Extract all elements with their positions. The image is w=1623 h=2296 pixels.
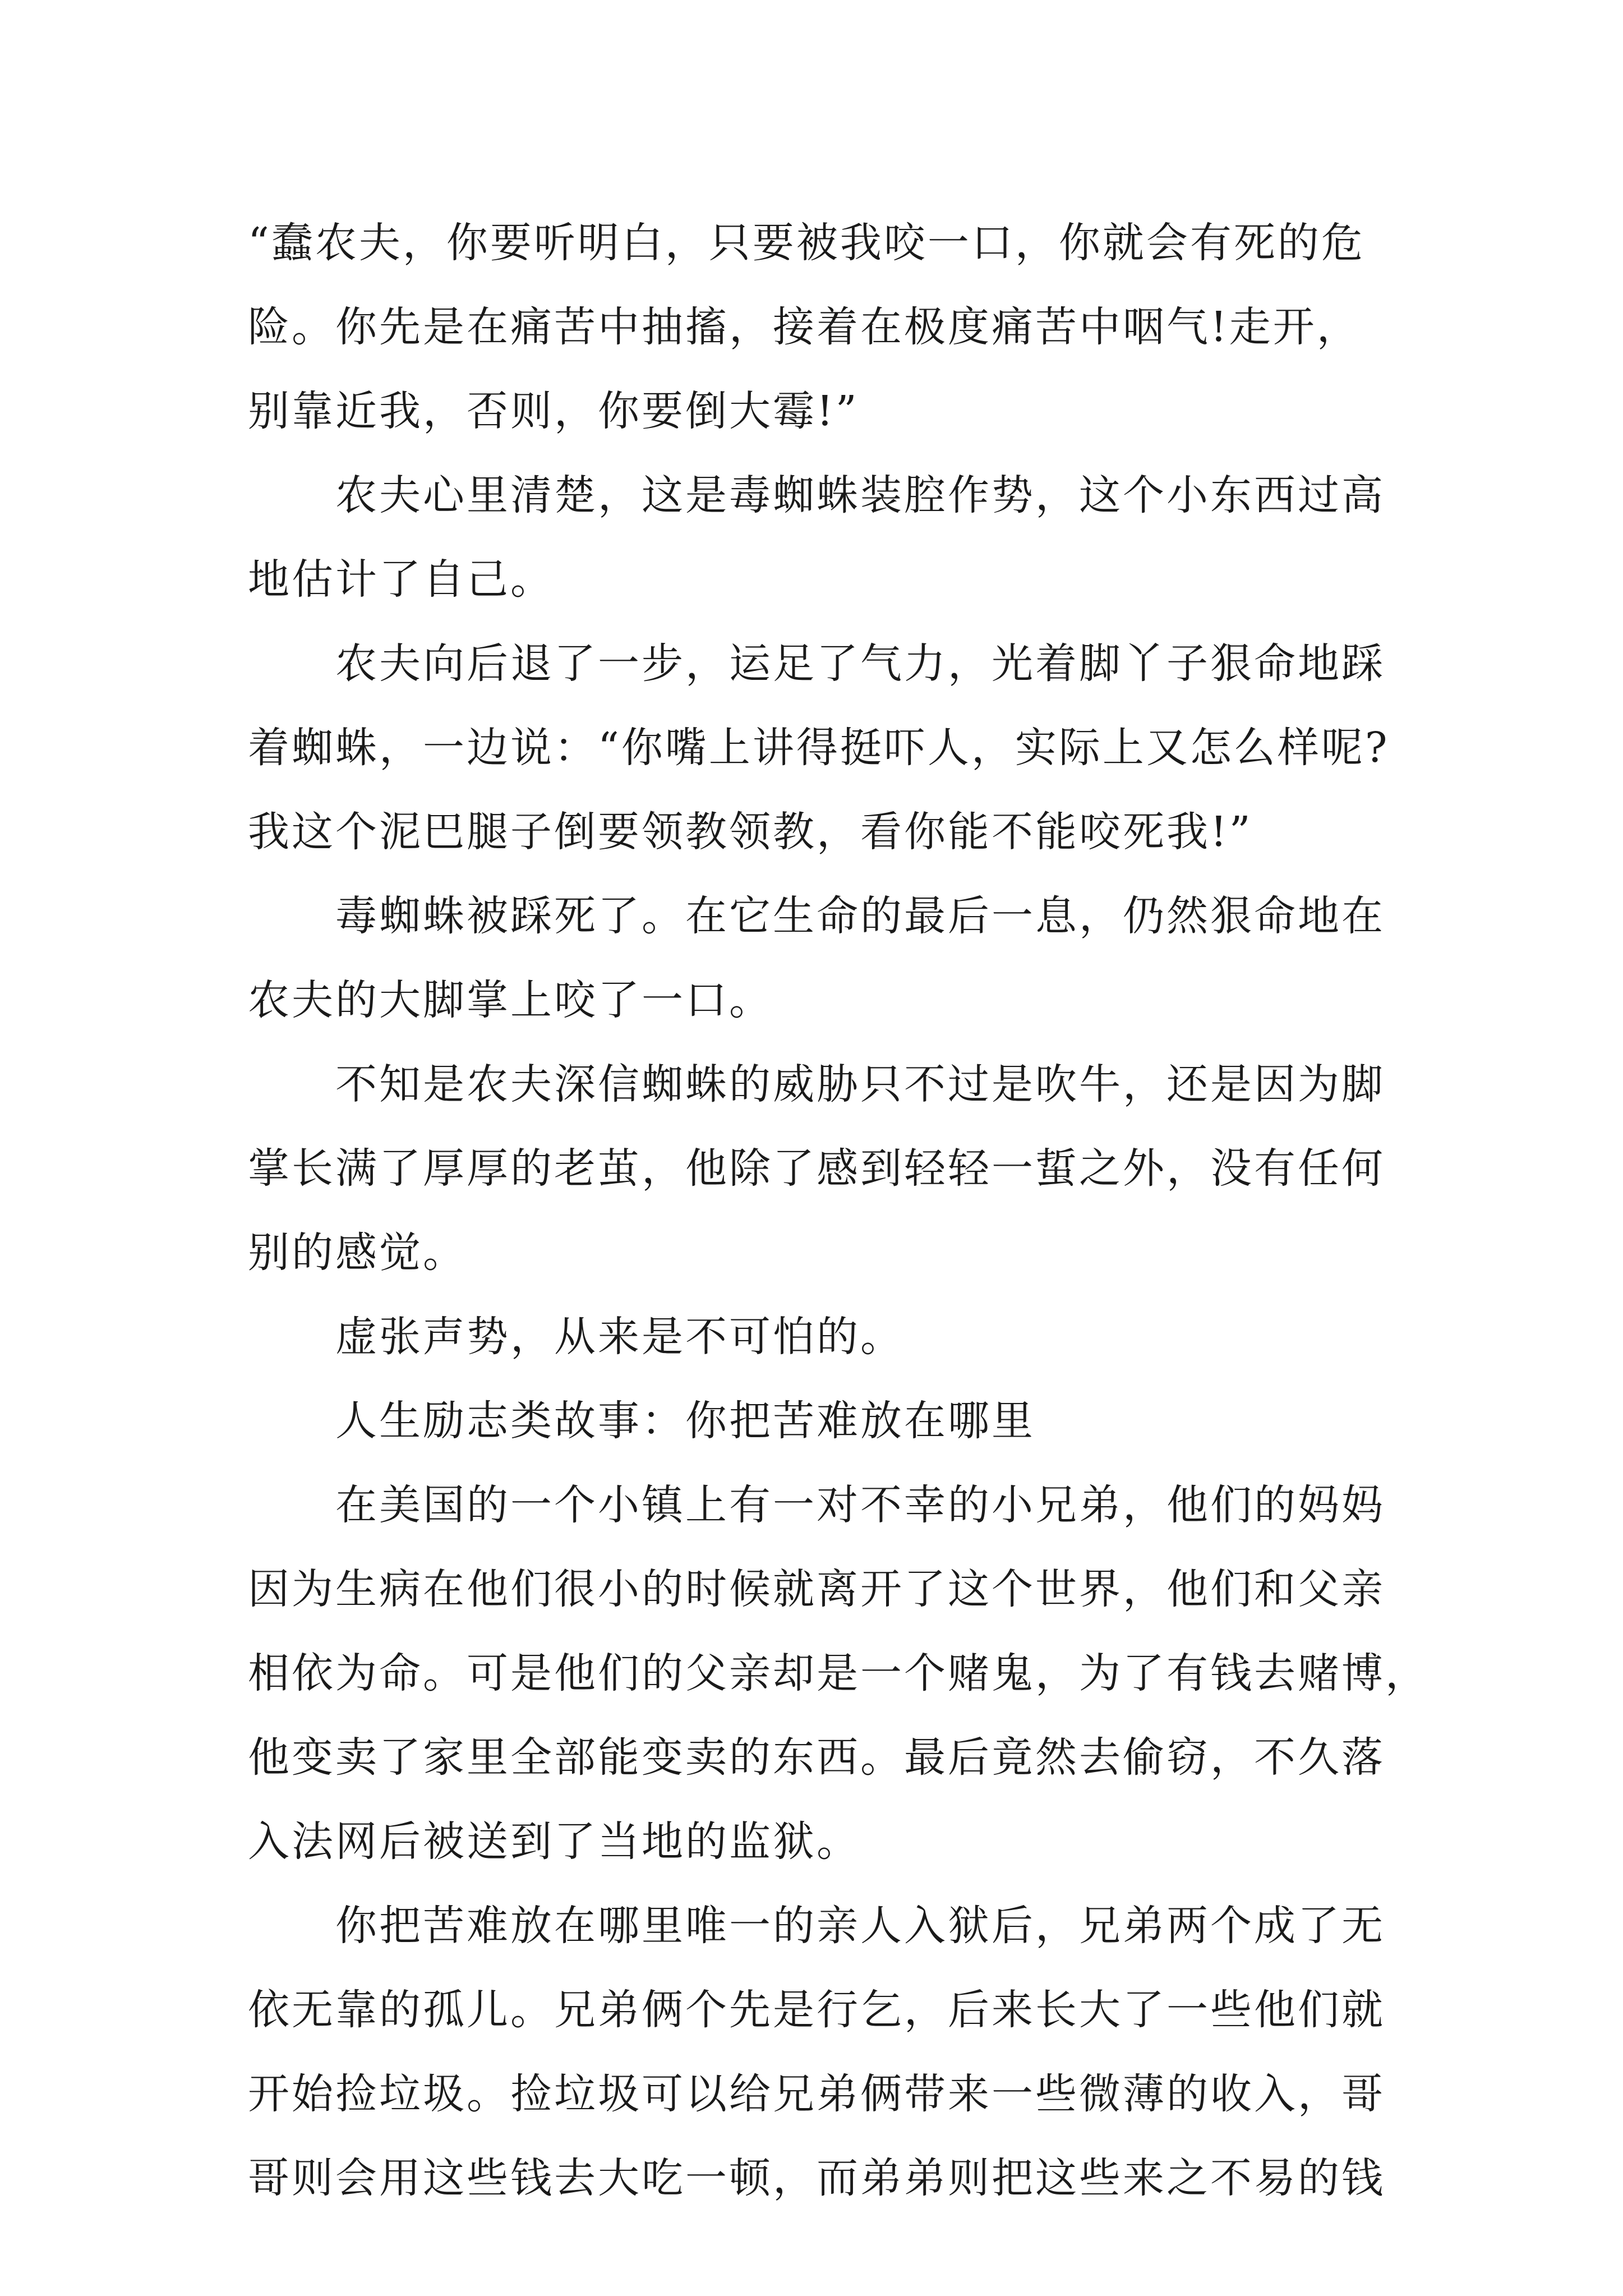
text-line: 在美国的一个小镇上有一对不幸的小兄弟，他们的妈妈 [248, 1481, 1385, 1529]
text-line: 入法网后被送到了当地的监狱。 [248, 1818, 860, 1866]
text-line: 农夫的大脚掌上咬了一口。 [248, 976, 773, 1024]
text-line: 掌长满了厚厚的老茧，他除了感到轻轻一蜇之外，没有任何 [248, 1144, 1385, 1193]
text-line: 农夫向后退了一步，运足了气力，光着脚丫子狠命地踩 [248, 639, 1385, 688]
text-line: 相依为命。可是他们的父亲却是一个赌鬼，为了有钱去赌博， [248, 1649, 1429, 1697]
text-line: 不知是农夫深信蜘蛛的威胁只不过是吹牛，还是因为脚 [248, 1060, 1385, 1108]
text-line: “蠢农夫，你要听明白，只要被我咬一口，你就会有死的危 [248, 219, 1365, 267]
body-text [248, 201, 1429, 2220]
text-line: 他变卖了家里全部能变卖的东西。最后竟然去偷窃，不久落 [248, 1733, 1385, 1782]
text-line: 险。你先是在痛苦中抽搐，接着在极度痛苦中咽气!走开， [248, 303, 1361, 351]
text-line: 依无靠的孤儿。兄弟俩个先是行乞，后来长大了一些他们就 [248, 1986, 1385, 2034]
text-line: 别靠近我，否则，你要倒大霉!” [248, 387, 859, 435]
text-line: 哥则会用这些钱去大吃一顿，而弟弟则把这些来之不易的钱 [248, 2154, 1385, 2202]
text-line: 农夫心里清楚，这是毒蜘蛛装腔作势，这个小东西过高 [248, 471, 1385, 519]
text-line: 地估计了自己。 [248, 555, 554, 604]
text-line: 开始捡垃圾。捡垃圾可以给兄弟俩带来一些微薄的收入，哥 [248, 2070, 1385, 2118]
text-line: 毒蜘蛛被踩死了。在它生命的最后一息，仍然狠命地在 [248, 892, 1385, 940]
text-line: 别的感觉。 [248, 1228, 467, 1277]
section-heading: 人生励志类故事：你把苦难放在哪里 [248, 1397, 1035, 1445]
text-line: 着蜘蛛，一边说：“你嘴上讲得挺吓人，实际上又怎么样呢? [248, 724, 1390, 772]
text-line: 我这个泥巴腿子倒要领教领教，看你能不能咬死我!” [248, 808, 1253, 856]
text-line: 虚张声势，从来是不可怕的。 [248, 1313, 904, 1361]
text-line: 因为生病在他们很小的时候就离开了这个世界，他们和父亲 [248, 1565, 1385, 1613]
text-line: 你把苦难放在哪里唯一的亲人入狱后，兄弟两个成了无 [248, 1902, 1385, 1950]
